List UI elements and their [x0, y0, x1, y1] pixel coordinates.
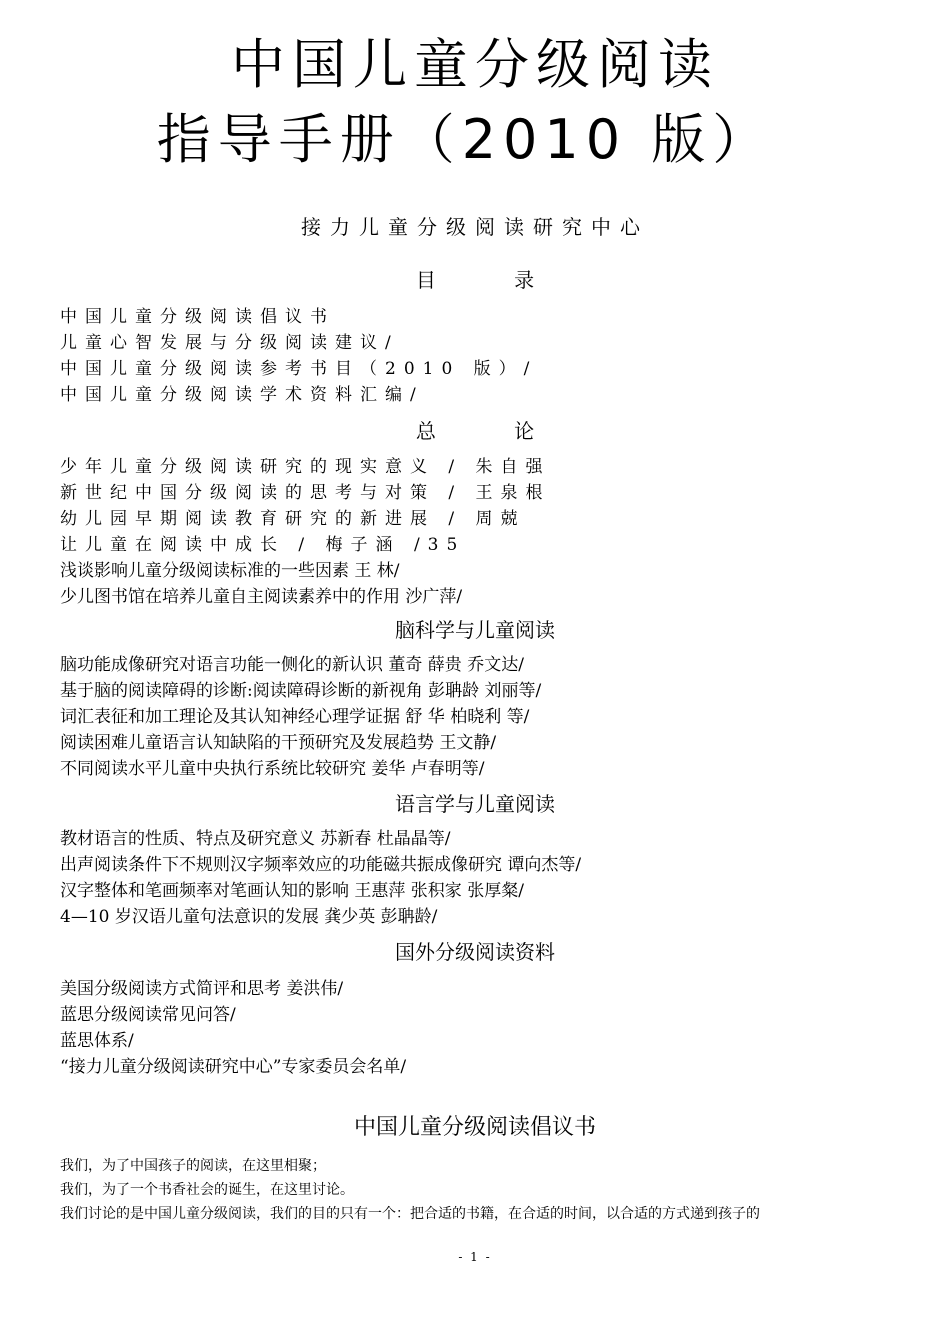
toc-item[interactable]: 中国儿童分级阅读参考书目（2010 版）/	[60, 359, 538, 379]
toc-item[interactable]: 不同阅读水平儿童中央执行系统比较研究 姜华 卢春明等/	[60, 759, 485, 779]
toc-list	[60, 304, 537, 408]
proposal-heading: 中国儿童分级阅读倡议书	[353, 1115, 596, 1140]
page-number: - 1 -	[458, 1250, 492, 1264]
brain-heading: 脑科学与儿童阅读	[395, 618, 555, 642]
linguistics-list	[60, 826, 581, 930]
linguistics-heading: 语言学与儿童阅读	[395, 792, 555, 816]
toc-item[interactable]: “接力儿童分级阅读研究中心”专家委员会名单/	[60, 1057, 407, 1077]
general-list	[60, 454, 551, 610]
toc-item[interactable]: 新世纪中国分级阅读的思考与对策 / 王泉根	[60, 483, 551, 503]
general-heading: 总 论	[415, 419, 571, 443]
document-title-line1: 中国儿童分级阅读	[231, 33, 719, 96]
brain-list	[60, 652, 541, 782]
toc-item[interactable]: 少儿图书馆在培养儿童自主阅读素养中的作用 沙广萍/	[60, 587, 463, 607]
organization-name: 接力儿童分级阅读研究中心	[301, 215, 649, 239]
toc-item[interactable]: 词汇表征和加工理论及其认知神经心理学证据 舒 华 柏晓利 等/	[60, 707, 530, 727]
foreign-list	[60, 976, 406, 1080]
toc-item[interactable]: 教材语言的性质、特点及研究意义 苏新春 杜晶晶等/	[60, 829, 451, 849]
toc-item[interactable]: 汉字整体和笔画频率对笔画认知的影响 王惠萍 张积家 张厚粲/	[60, 881, 524, 901]
toc-item[interactable]: 让儿童在阅读中成长 / 梅子涵 /35	[60, 535, 466, 555]
toc-item[interactable]: 脑功能成像研究对语言功能一侧化的新认识 董奇 薛贵 乔文达/	[60, 655, 524, 675]
toc-item[interactable]: 阅读困难儿童语言认知缺陷的干预研究及发展趋势 王文静/	[60, 733, 497, 753]
document-title-line2: 指导手册（2010 版）	[156, 108, 774, 171]
toc-item[interactable]: 美国分级阅读方式简评和思考 姜洪伟/	[60, 979, 344, 999]
toc-item[interactable]: 出声阅读条件下不规则汉字频率效应的功能磁共振成像研究 谭向杰等/	[60, 855, 582, 875]
toc-item[interactable]: 幼儿园早期阅读教育研究的新进展 / 周兢	[60, 509, 526, 529]
toc-item[interactable]: 儿童心智发展与分级阅读建议/	[60, 333, 399, 353]
proposal-paragraph: 我们，为了一个书香社会的诞生，在这里讨论。	[60, 1182, 354, 1198]
proposal-body	[60, 1154, 760, 1226]
toc-item[interactable]: 基于脑的阅读障碍的诊断:阅读障碍诊断的新视角 彭聃龄 刘丽等/	[60, 681, 542, 701]
toc-heading: 目 录	[415, 268, 571, 292]
proposal-paragraph: 我们讨论的是中国儿童分级阅读，我们的目的只有一个：把合适的书籍，在合适的时间，以合适的方式递到孩子的	[60, 1206, 760, 1222]
toc-item[interactable]: 浅谈影响儿童分级阅读标准的一些因素 王 林/	[60, 561, 400, 581]
toc-item[interactable]: 少年儿童分级阅读研究的现实意义 / 朱自强	[60, 457, 551, 477]
toc-item[interactable]: 蓝思分级阅读常见问答/	[60, 1005, 236, 1025]
proposal-paragraph: 我们，为了中国孩子的阅读，在这里相聚；	[60, 1158, 326, 1174]
toc-item[interactable]: 蓝思体系/	[60, 1031, 134, 1051]
toc-item[interactable]: 中国儿童分级阅读倡议书	[60, 307, 335, 327]
toc-item[interactable]: 4—10 岁汉语儿童句法意识的发展 龚少英 彭聃龄/	[60, 907, 438, 927]
foreign-heading: 国外分级阅读资料	[395, 940, 555, 964]
toc-item[interactable]: 中国儿童分级阅读学术资料汇编/	[60, 385, 424, 405]
